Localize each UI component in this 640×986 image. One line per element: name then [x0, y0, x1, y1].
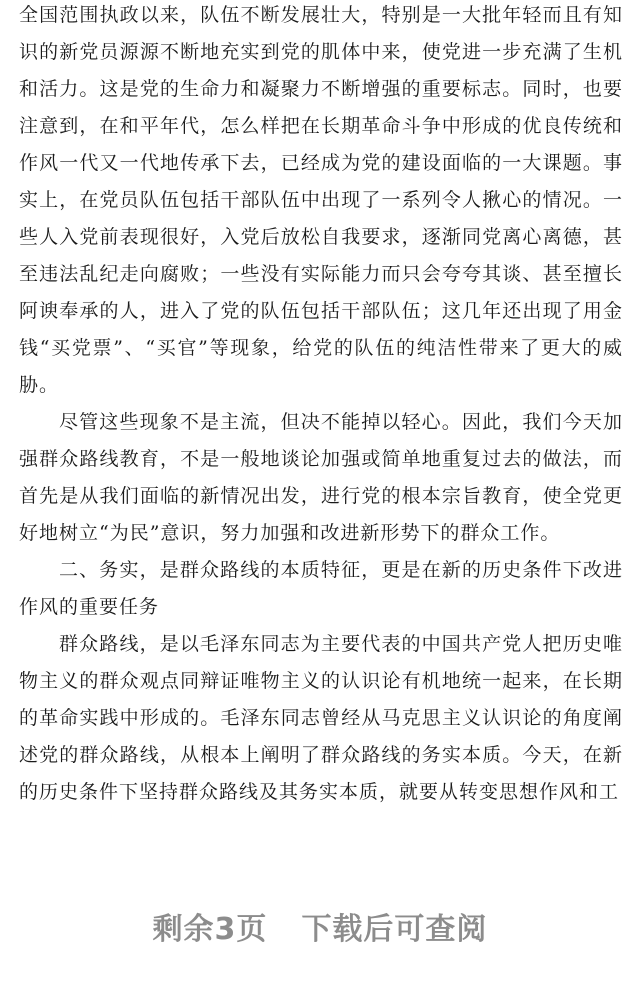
remaining-pages-label: 剩余3页 — [152, 912, 268, 947]
download-to-view-label: 下载后可查阅 — [301, 912, 488, 947]
document-body — [19, 0, 623, 811]
paragraph: 尽管这些现象不是主流，但决不能掉以轻心。因此，我们今天加强群众路线教育，不是一般地谈论加强或简单地重复过去的做法，而首先是从我们面临的新情况出发，进行党的根本宗旨教育，使全党更好地树立“为民”意识，努力加强和改进新形势下的群众工作。 — [19, 411, 623, 544]
paragraph: 群众路线，是以毛泽东同志为主要代表的中国共产党人把历史唯物主义的群众观点同辩证唯物主义的认识论有机地统一起来，在长期的革命实践中形成的。毛泽东同志曾经从马克思主义认识论的角度阐述党的群众路线，从根本上阐明了群众路线的务实本质。今天，在新的历史条件下坚持群众路线及其务实本质，就要从转变思想作风和工 — [19, 633, 623, 803]
section-heading: 二、务实，是群众路线的本质特征，更是在新的历史条件下改进作风的重要任务 — [19, 559, 623, 618]
paragraph-continued: 全国范围执政以来，队伍不断发展壮大，特别是一大批年轻而且有知识的新党员源源不断地充实到党的肌体中来，使党进一步充满了生机和活力。这是党的生命力和凝聚力不断增强的重要标志。同时，也要注意到，在和平年代，怎么样把在长期革命斗争中形成的优良传统和作风一代又一代地传承下去，已经成为党的建设面临的一大课题。事实上，在党员队伍包括干部队伍中出现了一系列令人揪心的情况。一些人入党前表现很好，入党后放松自我要求，逐渐同党离心离德，甚至违法乱纪走向腐败；一些没有实际能力而只会夸夸其谈、甚至擅长阿谀奉承的人，进入了党的队伍包括干部队伍；这几年还出现了用金钱“买党票”、“买官”等现象，给党的队伍的纯洁性带来了更大的威胁。 — [19, 4, 623, 396]
remaining-pages-banner[interactable] — [0, 898, 640, 954]
